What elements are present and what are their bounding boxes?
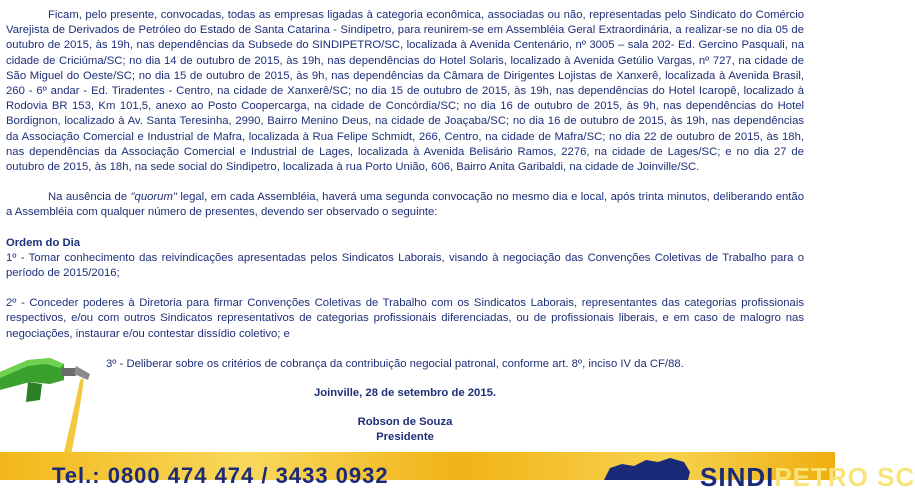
agenda-heading: Ordem do Dia xyxy=(6,236,81,249)
quorum-term: "quorum" xyxy=(130,191,177,204)
signatory-name: Robson de Souza xyxy=(357,416,453,429)
footer-phone: Tel.: 0800 474 474 / 3433 0932 xyxy=(52,463,389,488)
agenda-item-3: 3º - Deliberar sobre os critérios de cobrança da contribuição negocial patronal, conforme art. 8º, inciso IV da CF/88. xyxy=(106,357,684,370)
sindipetro-logo xyxy=(700,462,915,493)
agenda-item-2: 2º - Conceder poderes à Diretoria para firmar Convenções Coletivas de Trabalho com os Sindicatos Laborais, representantes das categorias profissionais respectivos, e/ou com outros Sindicatos representativos de categorias profissionais diferenciadas, ou de profissionais liberais, e em caso de malogro nas negociações, instaurar e/ou contestar dissídio coletivo; e xyxy=(6,297,804,340)
place-date: Joinville, 28 de setembro de 2015. xyxy=(313,387,497,400)
fuel-nozzle-icon xyxy=(0,350,110,460)
quorum-paragraph xyxy=(6,190,804,220)
santa-catarina-map-icon xyxy=(600,454,692,480)
signatory-title: Presidente xyxy=(376,431,434,444)
footer-band xyxy=(0,452,915,492)
convocation-paragraph: Ficam, pelo presente, convocadas, todas as empresas ligadas à categoria econômica, associadas ou não, representadas pelo Sindicato do Comércio Varejista de Derivados de Petróleo do Estado de Santa Catarina - Sindipetro, para reunirem-se em Assembléia Geral Extraordinária, a realizar-se no dia 05 de outubro de 2015, às 19h, nas dependências da Subsede do SINDIPETRO/SC, localizada à Avenida Centenário, nº 3005 – sala 202- Ed. Gercino Pasquali, na cidade de Criciúma/SC; no dia 14 de outubro de 2015, às 19h, nas dependências do Hotel Solaris, localizado à Avenida Getúlio Vargas, nº 727, na cidade de São Miguel do Oeste/SC; no dia 15 de outubro de 2015, às 9h, nas dependências da Câmara de Dirigentes Lojistas de Xanxerê, localizada à Avenida Brasil, 260 - 6º andar - Ed. Tiradentes - Centro, na cidade de Xanxerê/SC; no dia 15 de outubro de 2015, às 19h, nas dependências do Hotel Icaropê, localizado à Rodovia BR 153, Km 101,5, anexo ao Posto Coopercarga, na cidade de Concórdia/SC; no dia 16 de outubro de 2015, às 9h, nas dependências do Hotel Bordignon, localizado à Av. Santa Teresinha, 2990, Bairro Menino Deus, na cidade de Joaçaba/SC; no dia 16 de outubro de 2015, às 19h, nas dependências da Associação Comercial e Industrial de Mafra, localizada à Rua Felipe Schmidt, 266, Centro, na cidade de Mafra/SC; no dia 22 de outubro de 2015, às 18h, nas dependências da Associação Comercial e Industrial de Lages, localizada à Avenida Belisário Ramos, 2276, na cidade de Lages/SC; e no dia 27 de outubro de 2015, às 18h, na sede social do Sindipetro, localizada à rua Porto União, 606, Bairro Anita Garibaldi, na cidade de Joinville/SC. xyxy=(6,9,804,174)
logo-rest-text: PETRO SC xyxy=(774,462,915,492)
convocation-document xyxy=(6,8,804,445)
logo-bold-text: SINDI xyxy=(700,462,775,492)
quorum-text-before: Na ausência de xyxy=(48,191,131,204)
agenda-item-1: 1º - Tomar conhecimento das reivindicações apresentadas pelos Sindicatos Laborais, visando à negociação das Convenções Coletivas de Trabalho para o período de 2015/2016; xyxy=(6,251,804,280)
quorum-text-after: legal, em cada Assembléia, haverá uma segunda convocação no mesmo dia e local, após trinta minutos, deliberando então a Assembléia com qualquer número de presentes, devendo ser observado o seguinte: xyxy=(6,191,804,219)
